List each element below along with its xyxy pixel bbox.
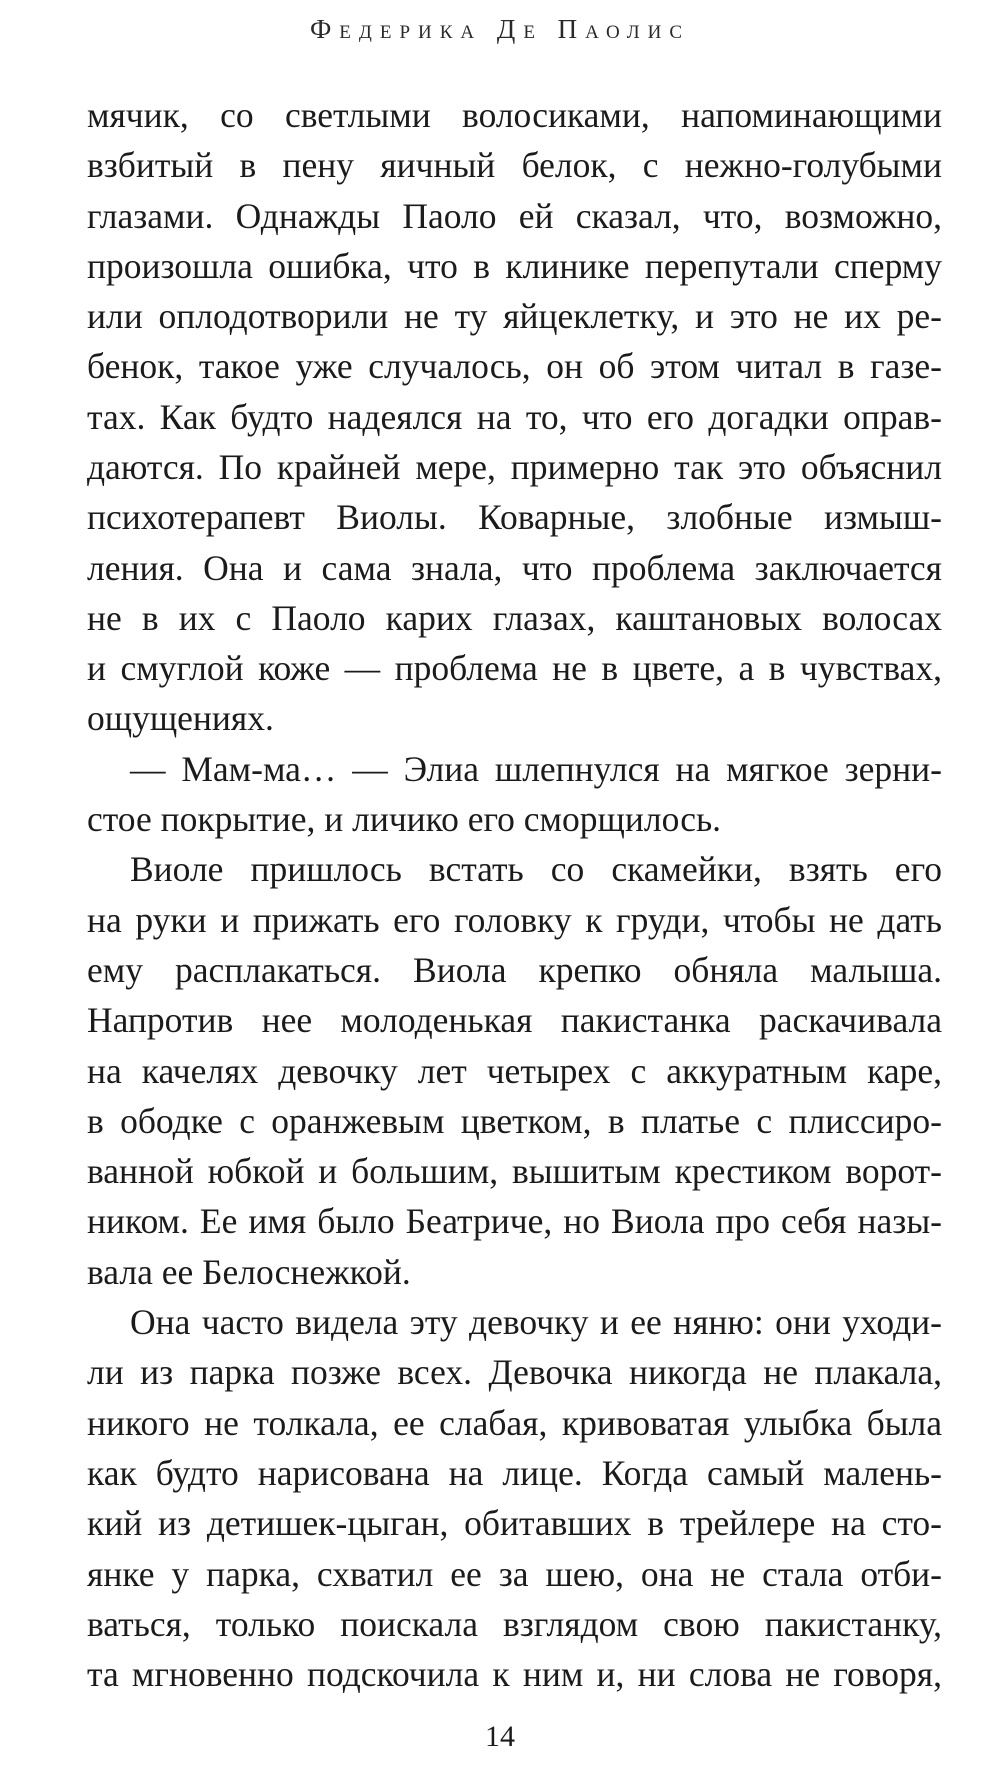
text-line: тах. Как будто надеялся на то, что его догадки оправ- [87,397,942,437]
text-line: как будто нарисована на лице. Когда самый малень- [87,1453,942,1493]
text-line: никого не толкала, ее слабая, кривоватая улыбка была [87,1403,942,1443]
text-line: психотерапевт Виолы. Коварные, злобные измыш- [87,497,942,537]
text-line: ления. Она и сама знала, что проблема заключается [87,548,942,588]
text-line: та мгновенно подскочила к ним и, ни слова не говоря, [87,1654,942,1694]
text-line: и смуглой коже — проблема не в цвете, а в чувствах, [87,648,942,688]
text-line: в ободке с оранжевым цветком, в платье с плиссиро- [87,1101,942,1141]
text-line: глазами. Однажды Паоло ей сказал, что, возможно, [87,196,942,236]
text-line: даются. По крайней мере, примерно так это объяснил [87,447,942,487]
text-line: бенок, такое уже случалось, он об этом читал в газе- [87,346,942,386]
text-line: или оплодотворили не ту яйцеклетку, и это не их ре- [87,296,942,336]
text-line: Напротив нее молоденькая пакистанка раскачивала [87,1000,942,1040]
text-line: Она часто видела эту девочку и ее няню: они уходи- [130,1302,942,1342]
page-number: 14 [485,1720,515,1753]
text-line: ли из парка позже всех. Девочка никогда не плакала, [87,1352,942,1392]
text-line: стое покрытие, и личико его сморщилось. [87,799,722,839]
text-line: ваться, только поискала взглядом свою пакистанку, [87,1604,942,1644]
text-line: на качелях девочку лет четырех с аккуратным каре, [87,1051,942,1091]
text-line: произошла ошибка, что в клинике перепутали сперму [87,246,942,286]
text-line: ему расплакаться. Виола крепко обняла малыша. [87,950,942,990]
text-line: вала ее Белоснежкой. [87,1252,411,1292]
text-line: не в их с Паоло карих глазах, каштановых волосах [87,598,942,638]
text-line: ванной юбкой и большим, вышитым крестиком ворот- [87,1151,942,1191]
text-line: — Мам-ма… — Элиа шлепнулся на мягкое зерни- [130,749,942,789]
text-line: Виоле пришлось встать со скамейки, взять его [130,849,942,889]
text-line: янке у парка, схватил ее за шею, она не стала отби- [87,1554,942,1594]
text-line: кий из детишек-цыган, обитавших в трейлере на сто- [87,1503,942,1543]
text-line: ником. Ее имя было Беатриче, но Виола про себя назы- [87,1201,942,1241]
text-line: ощущениях. [87,698,274,738]
text-line: мячик, со светлыми волосиками, напоминающими [87,95,942,135]
running-header-author: Федерика Де Паолис [309,14,691,44]
text-line: взбитый в пену яичный белок, с нежно-голубыми [87,145,942,185]
text-line: на руки и прижать его головку к груди, чтобы не дать [87,900,942,940]
